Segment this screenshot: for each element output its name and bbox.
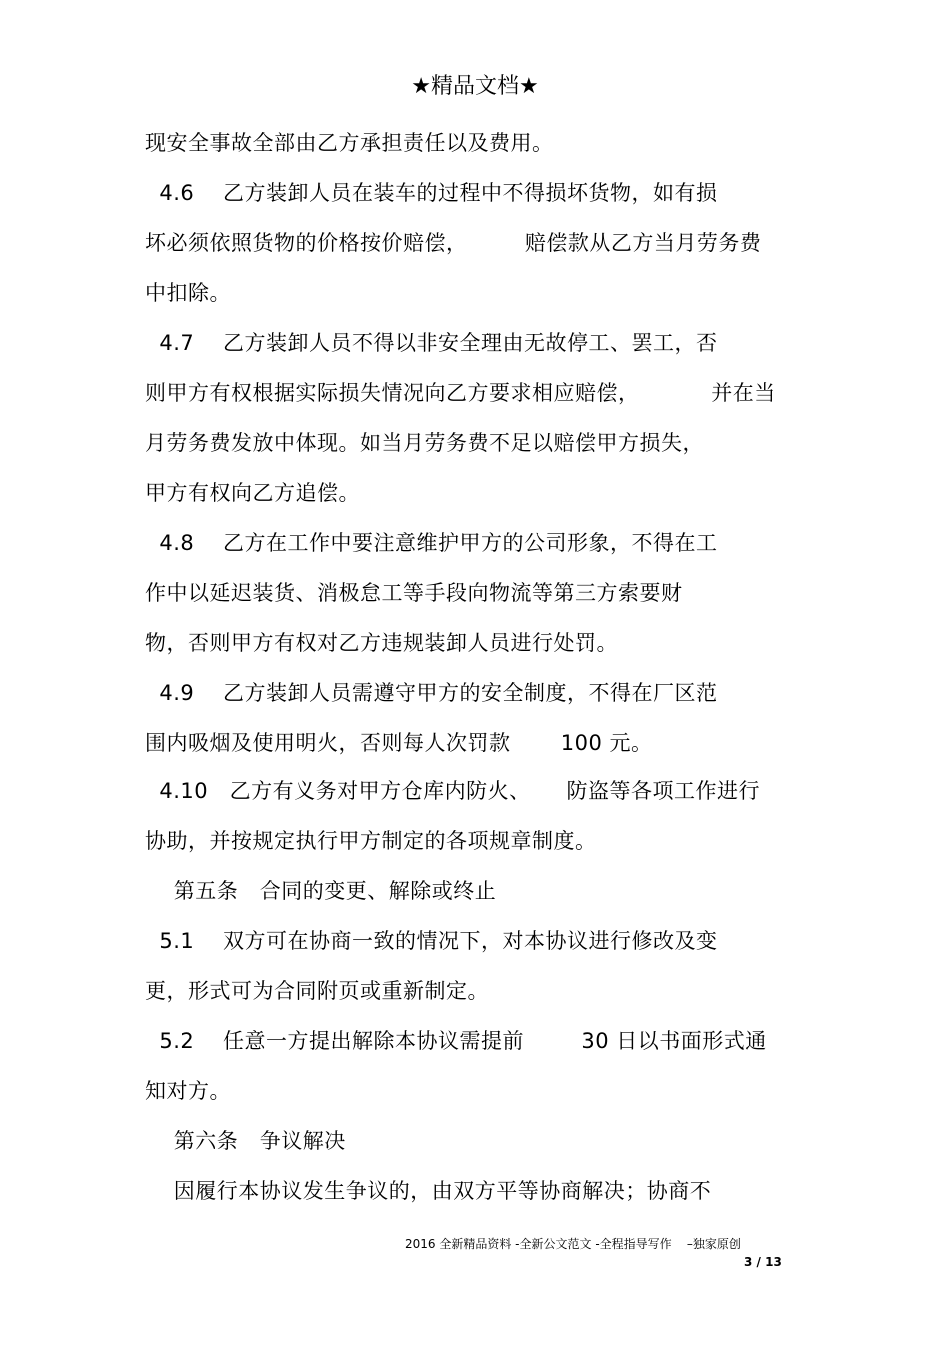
text-line: 围内吸烟及使用明火，否则每人次罚款 100 元。 [145,731,653,755]
footer-source: 2016 全新精品资料 -全新公文范文 -全程指导写作 –独家原创 [405,1237,741,1251]
text-line: 5.2 任意一方提出解除本协议需提前 30 日以书面形式通 [145,1029,767,1053]
text-line: 4.8 乙方在工作中要注意维护甲方的公司形象，不得在工 [145,531,718,555]
text-line: 4.9 乙方装卸人员需遵守甲方的安全制度，不得在厂区范 [145,681,718,705]
page-header: ★精品文档★ [411,74,539,99]
text-line: 因履行本协议发生争议的，由双方平等协商解决；协商不 [145,1179,712,1203]
text-line: 更，形式可为合同附页或重新制定。 [145,979,489,1003]
text-line: 协助，并按规定执行甲方制定的各项规章制度。 [145,829,597,853]
text-line: 4.10 乙方有义务对甲方仓库内防火、 防盗等各项工作进行 [145,779,761,803]
section-heading: 第六条 争议解决 [145,1129,346,1153]
text-line: 4.7 乙方装卸人员不得以非安全理由无故停工、罢工，否 [145,331,718,355]
text-line: 月劳务费发放中体现。如当月劳务费不足以赔偿甲方损失， [145,431,704,455]
text-line: 5.1 双方可在协商一致的情况下，对本协议进行修改及变 [145,929,718,953]
section-heading: 第五条 合同的变更、解除或终止 [145,879,497,903]
text-line: 坏必须依照货物的价格按价赔偿， 赔偿款从乙方当月劳务费 [145,231,762,255]
text-line: 知对方。 [145,1079,231,1103]
text-line: 现安全事故全部由乙方承担责任以及费用。 [145,131,554,155]
text-line: 4.6 乙方装卸人员在装车的过程中不得损坏货物，如有损 [145,181,718,205]
text-line: 中扣除。 [145,281,231,305]
text-line: 则甲方有权根据实际损失情况向乙方要求相应赔偿， 并在当 [145,381,776,405]
text-line: 物，否则甲方有权对乙方违规装卸人员进行处罚。 [145,631,618,655]
text-line: 作中以延迟装货、消极怠工等手段向物流等第三方索要财 [145,581,683,605]
page-number: 3 / 13 [744,1255,782,1269]
text-line: 甲方有权向乙方追偿。 [145,481,360,505]
